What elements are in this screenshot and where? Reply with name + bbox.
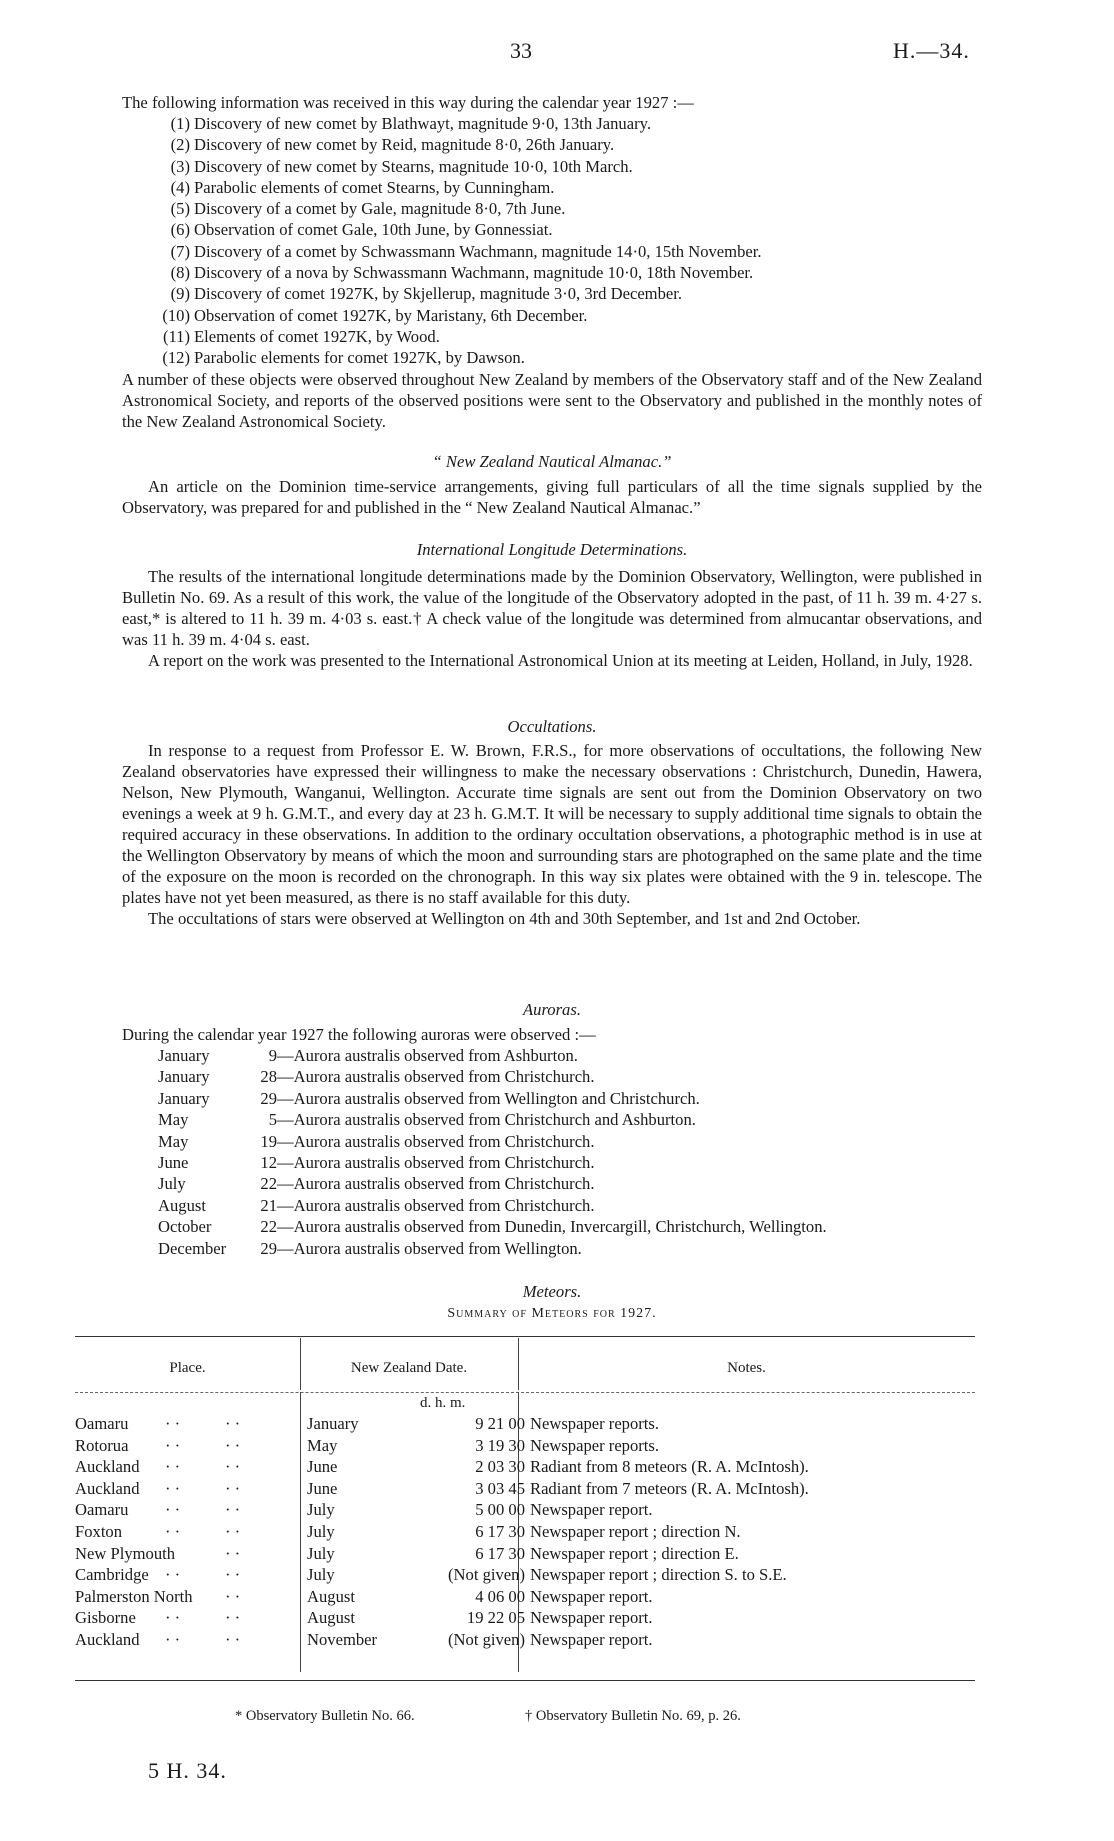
comet-item-number: (11) bbox=[162, 326, 190, 346]
aurora-month: August bbox=[158, 1195, 206, 1215]
notes-cell: Newspaper report ; direction N. bbox=[530, 1522, 741, 1541]
aurora-item bbox=[122, 1066, 982, 1087]
comet-item bbox=[122, 156, 982, 177]
notes-cell: Newspaper report. bbox=[530, 1500, 653, 1520]
leader-dots: · · bbox=[225, 1608, 241, 1628]
auroras-list bbox=[122, 1045, 982, 1259]
comet-item-text: Discovery of new comet by Blathwayt, magnitude 9·0, 13th January. bbox=[194, 114, 651, 133]
place-cell: Foxton bbox=[75, 1522, 123, 1541]
month-cell: June bbox=[307, 1457, 338, 1477]
place-cell: Oamaru bbox=[75, 1414, 129, 1433]
comet-item-text: Discovery of new comet by Stearns, magnitude 10·0, 10th March. bbox=[194, 156, 633, 176]
aurora-text: —Aurora australis observed from Christchurch. bbox=[277, 1067, 595, 1087]
leader-dots: · · bbox=[165, 1608, 181, 1628]
comet-item-text: Discovery of a nova by Schwassmann Wachmann, magnitude 10·0, 18th November. bbox=[194, 263, 754, 283]
aurora-month: January bbox=[158, 1046, 210, 1065]
month-cell: June bbox=[307, 1478, 338, 1498]
aurora-month: May bbox=[158, 1110, 189, 1130]
notes-cell: Newspaper report ; direction E. bbox=[530, 1543, 739, 1563]
place-cell: Rotorua bbox=[75, 1435, 129, 1455]
table-row bbox=[75, 1522, 975, 1544]
table-row bbox=[75, 1500, 975, 1522]
place-cell: Gisborne bbox=[75, 1608, 136, 1628]
month-cell: January bbox=[307, 1414, 359, 1433]
leader-dots: · · bbox=[165, 1522, 181, 1541]
table-bottom-rule bbox=[75, 1680, 975, 1681]
comet-item bbox=[122, 241, 982, 262]
meteors-heading: Meteors. bbox=[522, 1282, 582, 1301]
leader-dots: · · bbox=[225, 1478, 241, 1498]
comet-item bbox=[122, 262, 982, 283]
aurora-text: —Aurora australis observed from Christchurch. bbox=[277, 1153, 595, 1173]
aurora-day: 29 bbox=[260, 1088, 277, 1108]
column-header-place: Place. bbox=[169, 1360, 206, 1376]
comet-item-number: (4) bbox=[170, 177, 190, 197]
comet-item bbox=[122, 198, 982, 219]
aurora-month: January bbox=[158, 1067, 210, 1087]
comets-section bbox=[122, 92, 982, 432]
comet-item-number: (1) bbox=[170, 114, 190, 133]
comet-item-text: Parabolic elements of comet Stearns, by Cunningham. bbox=[194, 177, 555, 197]
meteors-subheading: Summary of Meteors for 1927. bbox=[447, 1306, 657, 1321]
month-cell: August bbox=[307, 1608, 355, 1628]
leader-dots: · · bbox=[225, 1565, 241, 1585]
date-cell: 19 22 05 bbox=[466, 1608, 525, 1628]
comet-item bbox=[122, 134, 982, 155]
month-cell: July bbox=[307, 1522, 335, 1541]
date-cell: 4 06 00 bbox=[475, 1586, 525, 1606]
comet-item-number: (10) bbox=[162, 305, 190, 325]
comet-item bbox=[122, 113, 982, 134]
month-cell: November bbox=[307, 1630, 378, 1649]
comet-item bbox=[122, 283, 982, 304]
table-row bbox=[75, 1608, 975, 1630]
longitude-paragraph-1: The results of the international longitude determinations made by the Dominion Observatory, Wellington, were published in Bulletin No. 69. As a result of this work, the value of the longitude of the Observatory adopted in the past, of 11 h. 39 m. 4·27 s. east,* is altered to 11 h. 39 m. 4·03 s. east.† A check value of the longitude was determined from almucantar observations, and was 11 h. 39 m. 4·04 s. east. bbox=[122, 567, 982, 649]
place-cell: Auckland bbox=[75, 1478, 140, 1498]
table-row bbox=[75, 1630, 975, 1652]
comet-item bbox=[122, 177, 982, 198]
notes-cell: Newspaper report. bbox=[530, 1586, 653, 1606]
table-top-rule bbox=[75, 1336, 975, 1337]
aurora-item bbox=[122, 1088, 982, 1109]
comet-item-number: (6) bbox=[170, 220, 190, 240]
table-row bbox=[75, 1565, 975, 1587]
comet-item-number: (2) bbox=[170, 135, 190, 155]
table-row bbox=[75, 1414, 975, 1436]
aurora-month: July bbox=[158, 1174, 186, 1194]
leader-dots: · · bbox=[225, 1500, 241, 1520]
document-reference: H.—34. bbox=[893, 38, 970, 63]
comet-item-number: (9) bbox=[170, 284, 190, 304]
aurora-item bbox=[122, 1195, 982, 1216]
aurora-item bbox=[122, 1152, 982, 1173]
auroras-section bbox=[122, 1024, 982, 1259]
comet-item bbox=[122, 347, 982, 368]
aurora-item bbox=[122, 1216, 982, 1237]
month-cell: July bbox=[307, 1543, 335, 1563]
aurora-day: 22 bbox=[260, 1174, 277, 1194]
almanac-section bbox=[122, 476, 982, 518]
month-cell: July bbox=[307, 1565, 335, 1585]
leader-dots: · · bbox=[165, 1565, 181, 1585]
aurora-day: 5 bbox=[268, 1110, 277, 1130]
date-cell: 2 03 30 bbox=[475, 1457, 525, 1477]
column-header-notes: Notes. bbox=[727, 1360, 766, 1376]
comet-item-text: Discovery of new comet by Reid, magnitude 8·0, 26th January. bbox=[194, 135, 615, 155]
notes-cell: Newspaper reports. bbox=[530, 1435, 660, 1455]
comet-item-number: (12) bbox=[162, 348, 190, 368]
place-cell: Auckland bbox=[75, 1630, 140, 1649]
aurora-day: 22 bbox=[260, 1217, 277, 1237]
aurora-item bbox=[122, 1131, 982, 1152]
leader-dots: · · bbox=[225, 1543, 241, 1563]
aurora-month: May bbox=[158, 1131, 189, 1151]
date-cell: 3 19 30 bbox=[475, 1435, 525, 1455]
aurora-text: —Aurora australis observed from Ashburton. bbox=[277, 1046, 578, 1065]
aurora-day: 29 bbox=[260, 1238, 277, 1258]
almanac-heading: “ New Zealand Nautical Almanac.” bbox=[432, 452, 672, 471]
comet-item-number: (5) bbox=[170, 199, 190, 219]
occultations-paragraph-2: The occultations of stars were observed at Wellington on 4th and 30th September, and 1st and 2nd October. bbox=[148, 909, 861, 928]
comet-item-number: (3) bbox=[170, 156, 190, 176]
aurora-text: —Aurora australis observed from Wellington. bbox=[277, 1238, 582, 1258]
page-number: 33 bbox=[510, 38, 532, 63]
notes-cell: Newspaper report. bbox=[530, 1608, 653, 1628]
table-row bbox=[75, 1457, 975, 1479]
notes-cell: Newspaper reports. bbox=[530, 1414, 660, 1433]
leader-dots: · · bbox=[225, 1630, 241, 1649]
aurora-day: 21 bbox=[260, 1195, 277, 1215]
comet-item-number: (8) bbox=[170, 263, 190, 283]
month-cell: July bbox=[307, 1500, 335, 1520]
table-row bbox=[75, 1587, 975, 1609]
leader-dots: · · bbox=[225, 1457, 241, 1477]
comet-item-text: Discovery of a comet by Schwassmann Wachmann, magnitude 14·0, 15th November. bbox=[194, 241, 762, 261]
aurora-month: June bbox=[158, 1153, 189, 1173]
aurora-text: —Aurora australis observed from Christchurch. bbox=[277, 1131, 595, 1151]
auroras-heading: Auroras. bbox=[523, 1000, 581, 1019]
comet-item-text: Discovery of comet 1927K, by Skjellerup, magnitude 3·0, 3rd December. bbox=[194, 284, 683, 304]
month-cell: August bbox=[307, 1586, 355, 1606]
occultations-section bbox=[122, 740, 982, 929]
aurora-item bbox=[122, 1238, 982, 1259]
auroras-intro: During the calendar year 1927 the following auroras were observed :— bbox=[122, 1025, 596, 1044]
date-cell: 6 17 30 bbox=[475, 1543, 525, 1563]
aurora-item bbox=[122, 1173, 982, 1194]
place-cell: Oamaru bbox=[75, 1500, 129, 1520]
comets-closing bbox=[122, 369, 982, 432]
aurora-text: —Aurora australis observed from Wellington and Christchurch. bbox=[277, 1088, 700, 1108]
date-cell: (Not given) bbox=[448, 1630, 525, 1649]
aurora-day: 28 bbox=[260, 1067, 277, 1087]
footer-signature: 5 H. 34. bbox=[148, 1758, 227, 1783]
aurora-text: —Aurora australis observed from Christchurch. bbox=[277, 1195, 595, 1215]
place-cell: Auckland bbox=[75, 1457, 140, 1477]
date-cell: 5 00 00 bbox=[475, 1500, 525, 1520]
aurora-text: —Aurora australis observed from Dunedin, Invercargill, Christchurch, Wellington. bbox=[277, 1217, 827, 1237]
place-cell: Palmerston North bbox=[75, 1586, 193, 1606]
comet-item-number: (7) bbox=[170, 241, 190, 261]
table-row bbox=[75, 1544, 975, 1566]
leader-dots: · · bbox=[165, 1457, 181, 1477]
date-cell: 9 21 00 bbox=[475, 1414, 525, 1433]
aurora-day: 12 bbox=[260, 1153, 277, 1173]
leader-dots: · · bbox=[165, 1414, 181, 1433]
place-cell: New Plymouth bbox=[75, 1543, 176, 1563]
date-cell: (Not given) bbox=[448, 1565, 525, 1585]
column-header-date: New Zealand Date. bbox=[350, 1360, 468, 1376]
table-header-rule bbox=[75, 1392, 975, 1393]
aurora-month: January bbox=[158, 1088, 210, 1108]
occultations-paragraph-1: In response to a request from Professor E. W. Brown, F.R.S., for more observations of occultations, the following New Zealand observatories have expressed their willingness to make the necessary observations : Christchurch, Dunedin, Hawera, Nelson, New Plymouth, Wanganui, Wellington. Accurate time signals are sent out from the Dominion Observatory on two evenings a week at 9 h. G.M.T., and every day at 23 h. G.M.T. It will be necessary to supply additional time signals to obtain the required accuracy in these observations. In addition to the ordinary occultation observations, a photographic method is in use at the Wellington Observatory by means of which the moon and surrounding stars are photographed on the same plate and the time of the exposure on the moon is recorded on the chronograph. In this way six plates were obtained with the 9 in. telescope. The plates have not yet been measured, as there is no staff available for this duty. bbox=[122, 741, 982, 907]
leader-dots: · · bbox=[225, 1522, 241, 1541]
almanac-text: An article on the Dominion time-service arrangements, giving full particulars of all the time signals supplied by the Observatory, was prepared for and published in the “ New Zealand Nautical Almanac.” bbox=[122, 477, 982, 517]
footnote-star: * Observatory Bulletin No. 66. bbox=[235, 1708, 415, 1724]
comet-item-text: Observation of comet Gale, 10th June, by Gonnessiat. bbox=[194, 220, 553, 240]
aurora-item bbox=[122, 1109, 982, 1130]
aurora-text: —Aurora australis observed from Christchurch. bbox=[277, 1174, 595, 1194]
date-cell: 3 03 45 bbox=[475, 1478, 525, 1498]
leader-dots: · · bbox=[165, 1435, 181, 1455]
aurora-day: 9 bbox=[268, 1046, 277, 1065]
comets-list bbox=[122, 113, 982, 369]
leader-dots: · · bbox=[225, 1414, 241, 1433]
month-cell: May bbox=[307, 1435, 338, 1455]
table-row bbox=[75, 1479, 975, 1501]
aurora-item bbox=[122, 1045, 982, 1066]
leader-dots: · · bbox=[225, 1435, 241, 1455]
leader-dots: · · bbox=[165, 1500, 181, 1520]
leader-dots: · · bbox=[165, 1630, 181, 1649]
comet-item-text: Parabolic elements for comet 1927K, by Dawson. bbox=[194, 348, 525, 368]
notes-cell: Newspaper report ; direction S. to S.E. bbox=[530, 1565, 787, 1585]
notes-cell: Newspaper report. bbox=[530, 1630, 653, 1649]
comet-item bbox=[122, 305, 982, 326]
aurora-text: —Aurora australis observed from Christchurch and Ashburton. bbox=[277, 1110, 696, 1130]
longitude-section bbox=[122, 566, 982, 671]
comets-closing-text: A number of these objects were observed throughout New Zealand by members of the Observatory staff and of the New Zealand Astronomical Society, and reports of the observed positions were sent to the Observatory and published in the monthly notes of the New Zealand Astronomical Society. bbox=[122, 369, 982, 431]
leader-dots: · · bbox=[165, 1478, 181, 1498]
place-cell: Cambridge bbox=[75, 1565, 149, 1585]
comets-intro: The following information was received in this way during the calendar year 1927 :— bbox=[122, 93, 694, 112]
comet-item bbox=[122, 326, 982, 347]
longitude-paragraph-2: A report on the work was presented to the International Astronomical Union at its meeting at Leiden, Holland, in July, 1928. bbox=[148, 651, 973, 670]
notes-cell: Radiant from 7 meteors (R. A. McIntosh). bbox=[530, 1478, 809, 1498]
comet-item-text: Elements of comet 1927K, by Wood. bbox=[194, 326, 440, 346]
date-cell: 6 17 30 bbox=[475, 1522, 525, 1541]
footnote-dagger: † Observatory Bulletin No. 69, p. 26. bbox=[525, 1708, 741, 1724]
comet-item-text: Discovery of a comet by Gale, magnitude 8·0, 7th June. bbox=[194, 199, 566, 219]
notes-cell: Radiant from 8 meteors (R. A. McIntosh). bbox=[530, 1457, 809, 1477]
comet-item bbox=[122, 219, 982, 240]
comet-item-text: Observation of comet 1927K, by Maristany, 6th December. bbox=[194, 305, 588, 325]
aurora-month: October bbox=[158, 1217, 212, 1237]
longitude-heading: International Longitude Determinations. bbox=[416, 540, 688, 559]
leader-dots: · · bbox=[225, 1586, 241, 1606]
occultations-heading: Occultations. bbox=[507, 717, 597, 736]
table-row bbox=[75, 1436, 975, 1458]
aurora-day: 19 bbox=[260, 1131, 277, 1151]
aurora-month: December bbox=[158, 1238, 227, 1258]
dhm-label: d. h. m. bbox=[420, 1395, 466, 1411]
